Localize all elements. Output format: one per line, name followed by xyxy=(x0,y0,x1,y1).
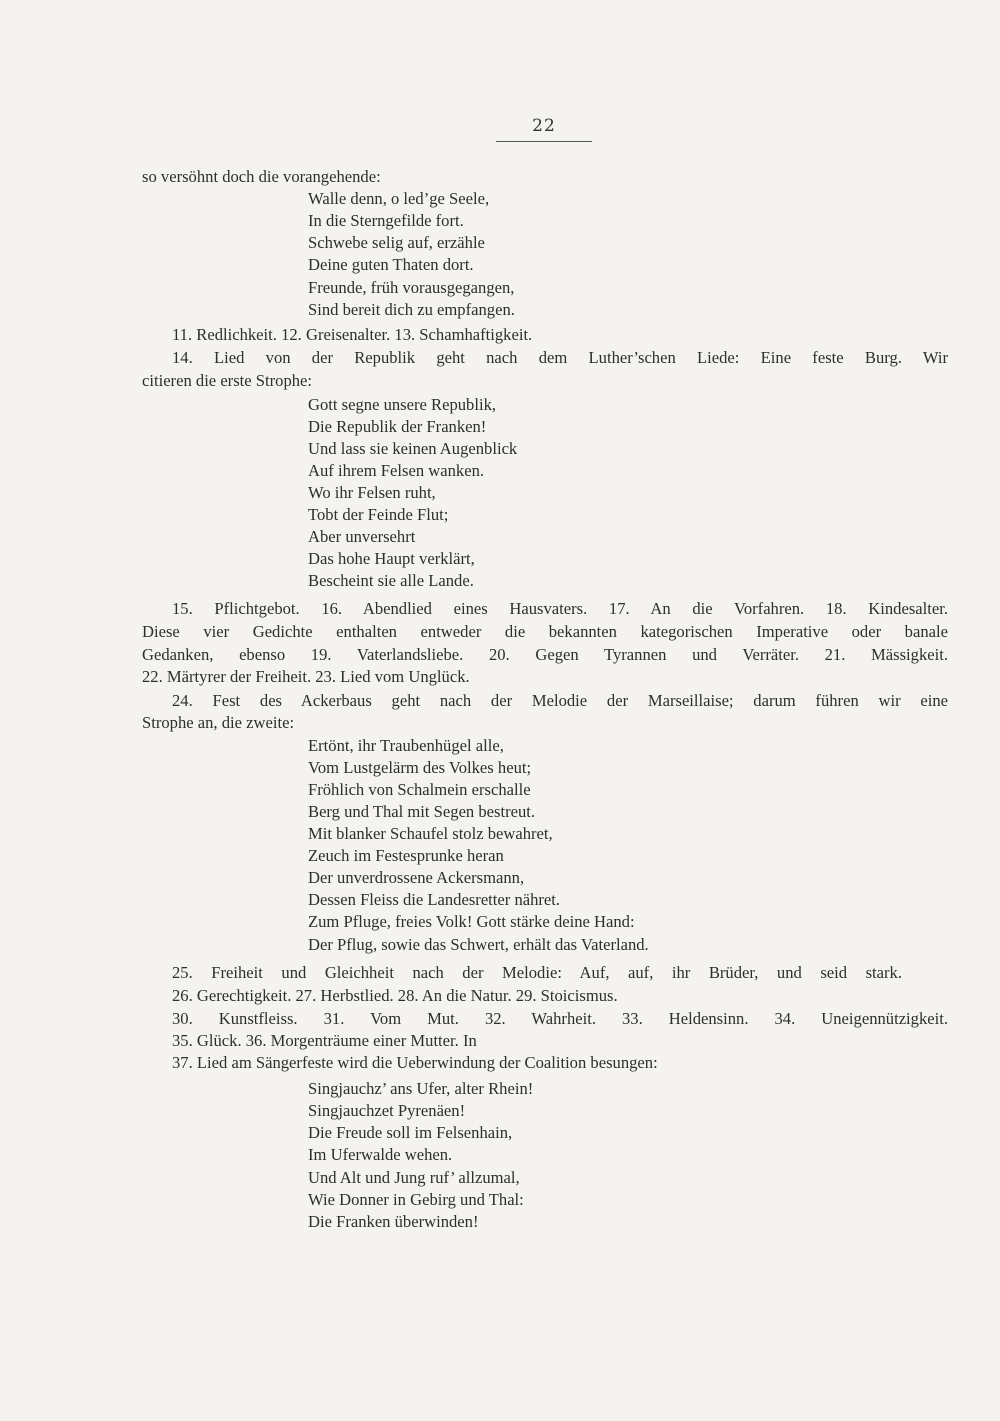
verse-line: Dessen Fleiss die Landesretter nähret. xyxy=(308,890,561,909)
text-line: 15. Pflichtgebot. 16. Abendlied eines Hausvaters. 17. An die Vorfahren. 18. Kindesalter. xyxy=(172,599,948,618)
verse-line: Wie Donner in Gebirg und Thal: xyxy=(308,1190,524,1209)
text-line: citieren die erste Strophe: xyxy=(142,371,313,390)
verse-line: Zeuch im Festesprunke heran xyxy=(308,846,504,865)
verse-line: Ertönt, ihr Traubenhügel alle, xyxy=(308,736,504,755)
verse-line: Zum Pfluge, freies Volk! Gott stärke deine Hand: xyxy=(308,912,635,931)
verse-line: Das hohe Haupt verklärt, xyxy=(308,549,475,568)
text-line: Gedanken, ebenso 19. Vaterlandsliebe. 20. Gegen Tyrannen und Verräter. 21. Mässigkeit. xyxy=(142,645,948,664)
verse-line: Vom Lustgelärm des Volkes heut; xyxy=(308,758,532,777)
text-line: 37. Lied am Sängerfeste wird die Ueberwindung der Coalition besungen: xyxy=(172,1053,658,1072)
text-line: so versöhnt doch die vorangehende: xyxy=(142,167,381,186)
verse-line: Auf ihrem Felsen wanken. xyxy=(308,461,485,480)
verse-line: Die Franken überwinden! xyxy=(308,1212,479,1231)
page-number-rule xyxy=(496,141,592,142)
verse-line: Walle denn, o led’ge Seele, xyxy=(308,189,490,208)
text-line: 26. Gerechtigkeit. 27. Herbstlied. 28. An die Natur. 29. Stoicismus. xyxy=(172,986,618,1005)
verse-line: Fröhlich von Schalmein erschalle xyxy=(308,780,531,799)
verse-line: Deine guten Thaten dort. xyxy=(308,255,474,274)
text-line: 24. Fest des Ackerbaus geht nach der Melodie der Marseillaise; darum führen wir eine xyxy=(172,691,948,710)
text-line: 35. Glück. 36. Morgenträume einer Mutter. In xyxy=(172,1031,477,1050)
text-line: Diese vier Gedichte enthalten entweder die bekannten kategorischen Imperative oder banale xyxy=(142,622,948,641)
verse-line: Wo ihr Felsen ruht, xyxy=(308,483,436,502)
verse-line: Gott segne unsere Republik, xyxy=(308,395,497,414)
verse-line: Die Republik der Franken! xyxy=(308,417,487,436)
text-line: 30. Kunstfleiss. 31. Vom Mut. 32. Wahrheit. 33. Heldensinn. 34. Uneigennützigkeit. xyxy=(172,1009,948,1028)
verse-line: Bescheint sie alle Lande. xyxy=(308,571,474,590)
verse-line: Der unverdrossene Ackersmann, xyxy=(308,868,525,887)
verse-line: Die Freude soll im Felsenhain, xyxy=(308,1123,513,1142)
text-line: 25. Freiheit und Gleichheit nach der Melodie: Auf, auf, ihr Brüder, und seid stark. xyxy=(172,963,902,982)
verse-line: Tobt der Feinde Flut; xyxy=(308,505,449,524)
verse-line: Mit blanker Schaufel stolz bewahret, xyxy=(308,824,553,843)
verse-line: Singjauchz’ ans Ufer, alter Rhein! xyxy=(308,1079,534,1098)
verse-line: In die Sterngefilde fort. xyxy=(308,211,464,230)
verse-line: Und Alt und Jung ruf’ allzumal, xyxy=(308,1168,520,1187)
verse-line: Sind bereit dich zu empfangen. xyxy=(308,300,515,319)
page-number: 22 xyxy=(532,116,556,136)
verse-line: Aber unversehrt xyxy=(308,527,416,546)
text-line: 14. Lied von der Republik geht nach dem Luther’schen Liede: Eine feste Burg. Wir xyxy=(172,348,948,367)
text-line: 11. Redlichkeit. 12. Greisenalter. 13. Schamhaftigkeit. xyxy=(172,325,533,344)
verse-line: Freunde, früh vorausgegangen, xyxy=(308,278,515,297)
verse-line: Und lass sie keinen Augenblick xyxy=(308,439,518,458)
verse-line: Singjauchzet Pyrenäen! xyxy=(308,1101,466,1120)
verse-line: Berg und Thal mit Segen bestreut. xyxy=(308,802,536,821)
verse-line: Im Uferwalde wehen. xyxy=(308,1145,453,1164)
text-line: 22. Märtyrer der Freiheit. 23. Lied vom Unglück. xyxy=(142,667,470,686)
verse-line: Der Pflug, sowie das Schwert, erhält das Vaterland. xyxy=(308,935,649,954)
text-line: Strophe an, die zweite: xyxy=(142,713,295,732)
verse-line: Schwebe selig auf, erzähle xyxy=(308,233,485,252)
